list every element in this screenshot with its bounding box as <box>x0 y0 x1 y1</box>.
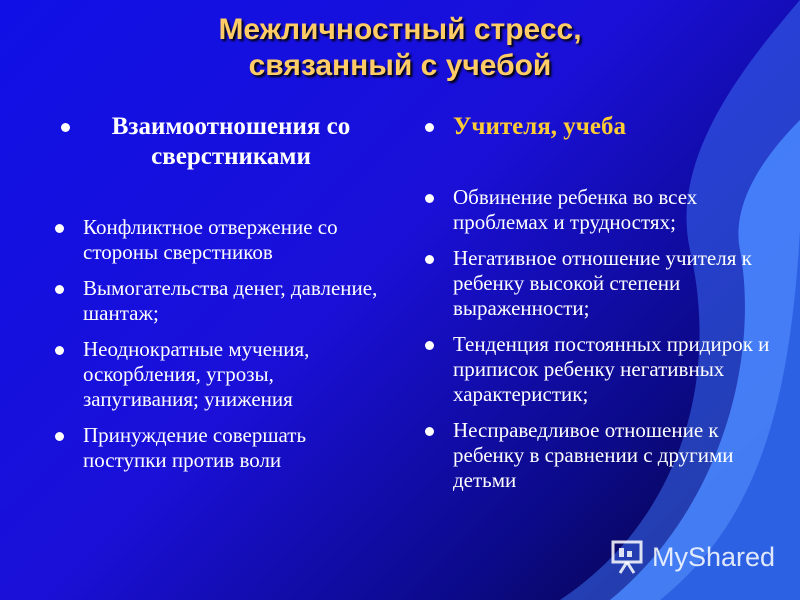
title-line-1: Межличностный стресс, <box>218 13 582 46</box>
list-item-text: Неоднократные мучения, оскорбления, угрозы, запугивания; унижения <box>83 337 310 411</box>
bullet-icon <box>55 285 64 294</box>
list-item-text: Обвинение ребенка во всех проблемах и трудностях; <box>453 185 698 234</box>
list-item-text: Несправедливое отношение к ребенку в сравнении с другими детьми <box>453 418 734 492</box>
bullet-icon <box>425 427 434 436</box>
left-heading-text: Взаимоотношения со сверстниками <box>111 113 351 170</box>
title-line-2: связанный с учебой <box>248 49 552 82</box>
bullet-icon <box>55 346 64 355</box>
left-column <box>55 112 385 484</box>
list-item-text: Вымогательства денег, давление, шантаж; <box>83 276 378 325</box>
list-item <box>425 185 780 235</box>
left-heading <box>55 112 385 172</box>
bullet-icon <box>55 224 64 233</box>
list-item-text: Тенденция постоянных придирок и приписок ребенку негативных характеристик; <box>453 332 770 406</box>
list-item <box>425 418 780 493</box>
list-item <box>425 246 780 321</box>
right-list <box>425 185 780 493</box>
list-item <box>55 276 385 326</box>
bullet-icon <box>425 255 434 264</box>
bullet-icon <box>55 432 64 441</box>
list-item-text: Негативное отношение учителя к ребенку высокой степени выраженности; <box>453 246 752 320</box>
list-item-text: Принуждение совершать поступки против воли <box>83 423 307 472</box>
list-item <box>425 332 780 407</box>
presentation-board-icon <box>610 539 644 575</box>
left-list <box>55 215 385 473</box>
list-item <box>55 423 385 473</box>
watermark <box>610 538 785 576</box>
list-item <box>55 215 385 265</box>
bullet-icon <box>425 194 434 203</box>
right-heading <box>425 112 780 142</box>
bullet-icon <box>425 341 434 350</box>
bullet-icon <box>61 123 70 132</box>
list-item <box>55 337 385 412</box>
right-heading-text: Учителя, учеба <box>453 113 626 140</box>
right-column <box>425 112 780 504</box>
list-item-text: Конфликтное отвержение со стороны сверстников <box>83 215 338 264</box>
slide-title <box>0 12 800 84</box>
bullet-icon <box>425 123 434 132</box>
watermark-text: MyShared <box>652 541 776 572</box>
